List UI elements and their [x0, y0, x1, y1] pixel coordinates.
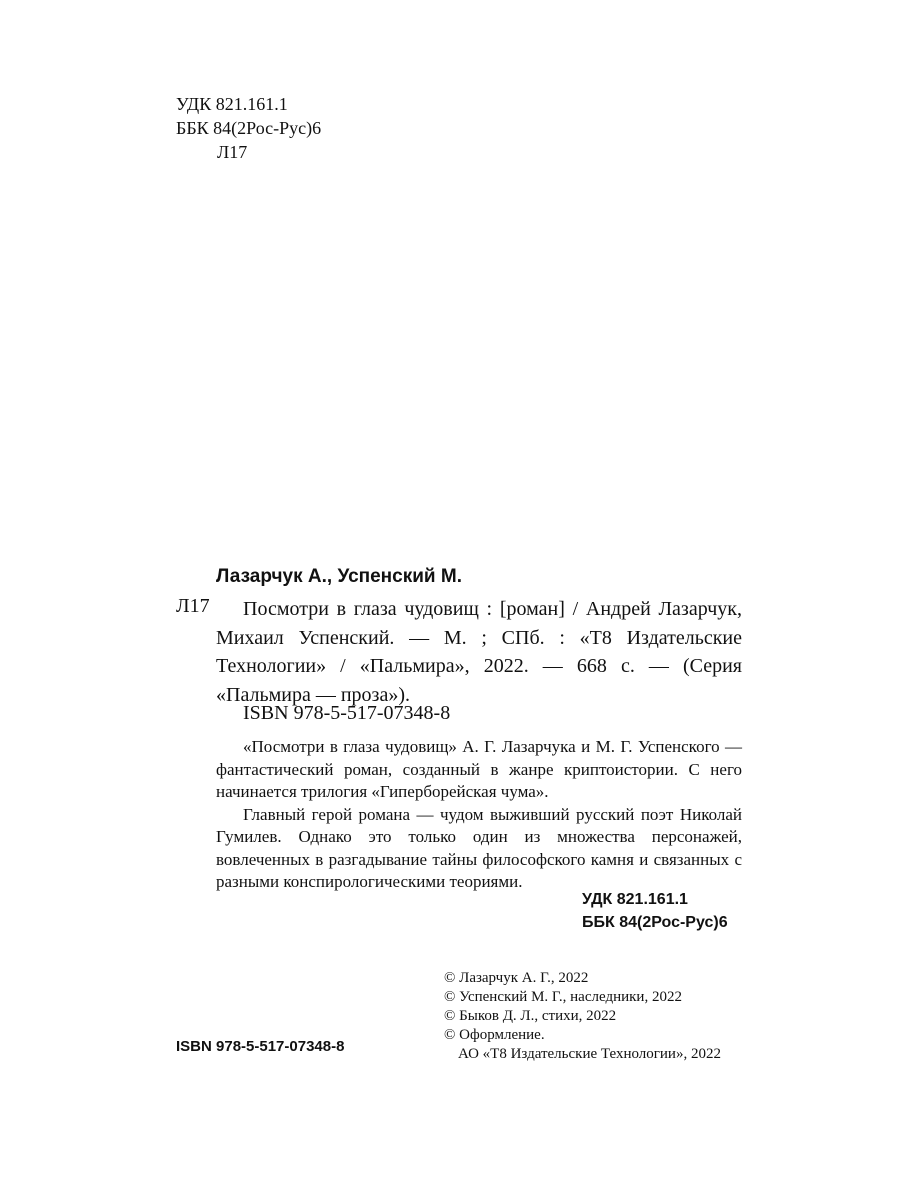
annotation [216, 736, 742, 894]
annotation-paragraph: Главный герой романа — чудом выживший русский поэт Николай Гумилев. Однако это только один из множества персонажей, вовлеченных в разгадывание тайны философского камня и связанных с разными конспирологическими теориями. [216, 804, 742, 891]
classification-bottom [582, 888, 728, 934]
bibliographic-description: Посмотри в глаза чудовищ : [роман] / Андрей Лазарчук, Михаил Успенский. — М. ; СПб. : «Т8 Издательские Технологии» / «Пальмира», 2022. — 668 с. — (Серия «Пальмира — проза»). [216, 598, 742, 706]
bib-isbn: ISBN 978-5-517-07348-8 [243, 702, 451, 724]
copyright-line: АО «Т8 Издательские Технологии», 2022 [458, 1046, 721, 1062]
copyright-line: © Лазарчук А. Г., 2022 [444, 970, 589, 986]
isbn-bottom: ISBN 978-5-517-07348-8 [176, 1038, 345, 1055]
annotation-paragraph: «Посмотри в глаза чудовищ» А. Г. Лазарчука и М. Г. Успенского — фантастический роман, созданный в жанре криптоистории. С него начинается трилогия «Гиперборейская чума». [216, 737, 742, 801]
bbk-code-bottom: ББК 84(2Рос-Рус)6 [582, 914, 728, 931]
udk-code: УДК 821.161.1 [176, 94, 288, 114]
author-mark: Л17 [217, 142, 248, 162]
udk-code-bottom: УДК 821.161.1 [582, 891, 688, 908]
copyright-line: © Быков Д. Л., стихи, 2022 [444, 1008, 617, 1024]
copyright-line: © Успенский М. Г., наследники, 2022 [444, 989, 682, 1005]
copyright-line: © Оформление. [444, 1027, 545, 1043]
classification-top [176, 92, 321, 164]
copyright-block [444, 969, 721, 1064]
book-authors: Лазарчук А., Успенский М. [216, 566, 462, 587]
bib-author-mark: Л17 [176, 595, 210, 617]
bbk-code: ББК 84(2Рос-Рус)6 [176, 118, 322, 138]
